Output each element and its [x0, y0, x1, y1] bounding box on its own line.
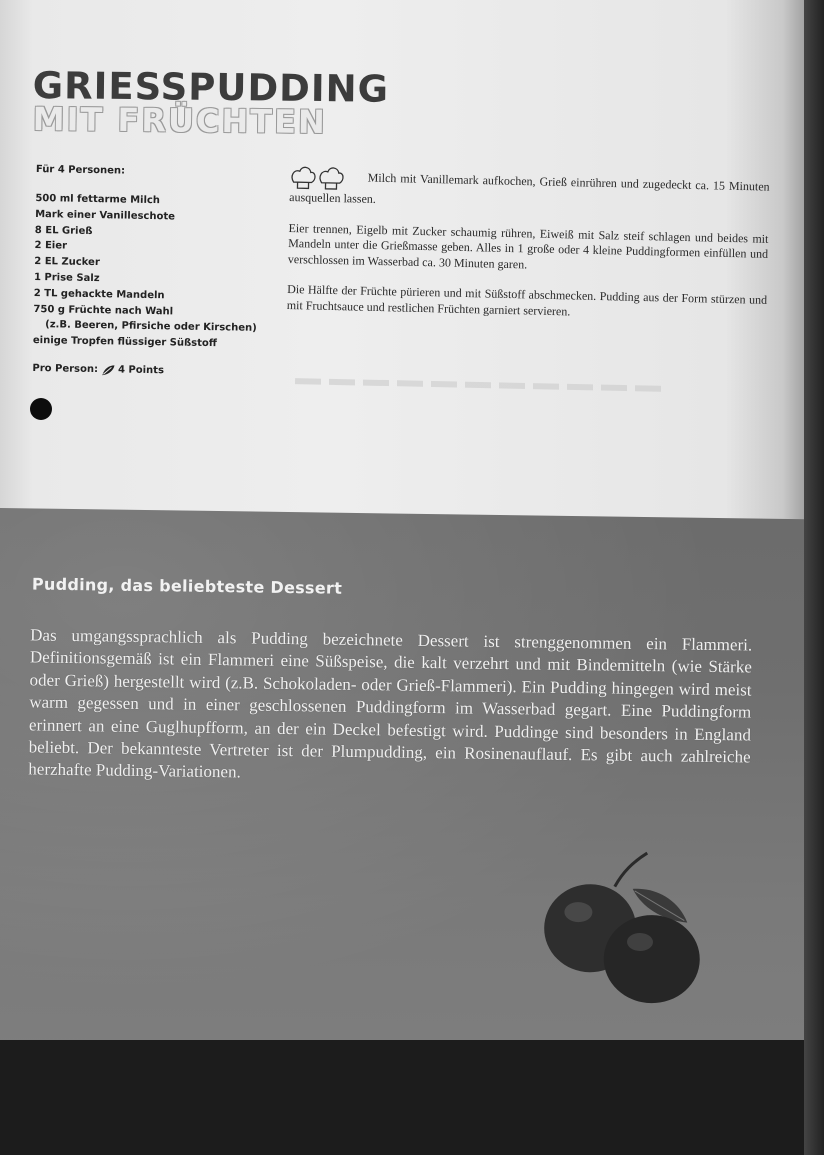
- step-paragraph: [289, 164, 770, 216]
- ingredient-item: 500 ml fettarme Milch: [35, 192, 161, 207]
- step-paragraph: Eier trennen, Eigelb mit Zucker schaumig rühren, Eiweiß mit Salz steif schlagen und beides mit Mandeln unter die Grießmasse geben. Alles in 1 große oder 4 kleine Puddingformen einfüllen und verschlossen im Wasserbad ca. 30 Minuten garen.: [287, 220, 769, 271]
- info-box: [0, 508, 824, 1079]
- points-label: Pro Person:: [32, 363, 99, 376]
- punch-hole: [30, 398, 52, 420]
- points-line: [32, 363, 272, 379]
- servings-label: Für 4 Personen:: [35, 164, 126, 177]
- leaf-icon: [101, 364, 115, 376]
- ingredient-item: 1 Prise Salz: [33, 271, 100, 285]
- scan-edge-shadow: [804, 0, 824, 1155]
- ingredient-item: 2 TL gehackte Mandeln: [33, 287, 165, 302]
- step-paragraph: Die Hälfte der Früchte pürieren und mit Süßstoff abschmecken. Pudding aus der Form stürzen und mit Fruchtsauce und restlichen Früchten garniert servieren.: [286, 281, 768, 318]
- fruit-illustration: [541, 846, 708, 1008]
- points-value: 4 Points: [117, 364, 165, 377]
- ingredient-item: 8 EL Grieß: [34, 224, 93, 237]
- recipe-title: GRIESSPUDDING: [32, 64, 390, 111]
- ingredient-item: 750 g Früchte nach Wahl: [33, 303, 174, 317]
- ingredient-item: 2 EL Zucker: [34, 256, 100, 269]
- ingredient-item: einige Tropfen flüssiger Süßstoff: [32, 335, 218, 350]
- ingredient-note: (z.B. Beeren, Pfirsiche oder Kirschen): [45, 319, 257, 335]
- info-body: Das umgangssprachlich als Pudding bezeichnete Dessert ist strenggenommen ein Flammeri. Definitionsgemäß ist ein Flammeri eine Süßspeise, die kalt verzehrt und mit Bindemitteln (wie Stärke oder Grieß) hergestellt wird (z.B. Schokoladen- oder Grieß-Flammeri). Ein Pudding hingegen wird meist warm gegessen und in einer geschlossenen Puddingform im Wasserbad gegart. Eine Puddingform erinnert an eine Guglhupfform, an der ein Deckel befestigt wird. Puddinge sind besonders in England beliebt. Der bekannteste Vertreter ist der Plumpudding, ein Rosinenauflauf. Es gibt auch zahlreiche herzhafte Pudding-Variationen.: [28, 625, 753, 782]
- info-heading: Pudding, das beliebteste Dessert: [31, 574, 343, 598]
- ingredient-list: [32, 164, 276, 379]
- chef-hat-icon: [289, 164, 348, 191]
- ingredient-item: 2 Eier: [34, 240, 68, 252]
- faint-bleedthrough-line: [295, 378, 665, 392]
- step-text: Milch mit Vanillemark aufkochen, Grieß einrühren und zugedeckt ca. 15 Minuten ausquellen lassen.: [289, 170, 770, 206]
- dark-bottom-band: [0, 1040, 824, 1155]
- recipe-subtitle: MIT FRÜCHTEN: [32, 100, 327, 142]
- ingredient-item: Mark einer Vanilleschote: [35, 208, 176, 223]
- preparation-steps: [286, 164, 770, 339]
